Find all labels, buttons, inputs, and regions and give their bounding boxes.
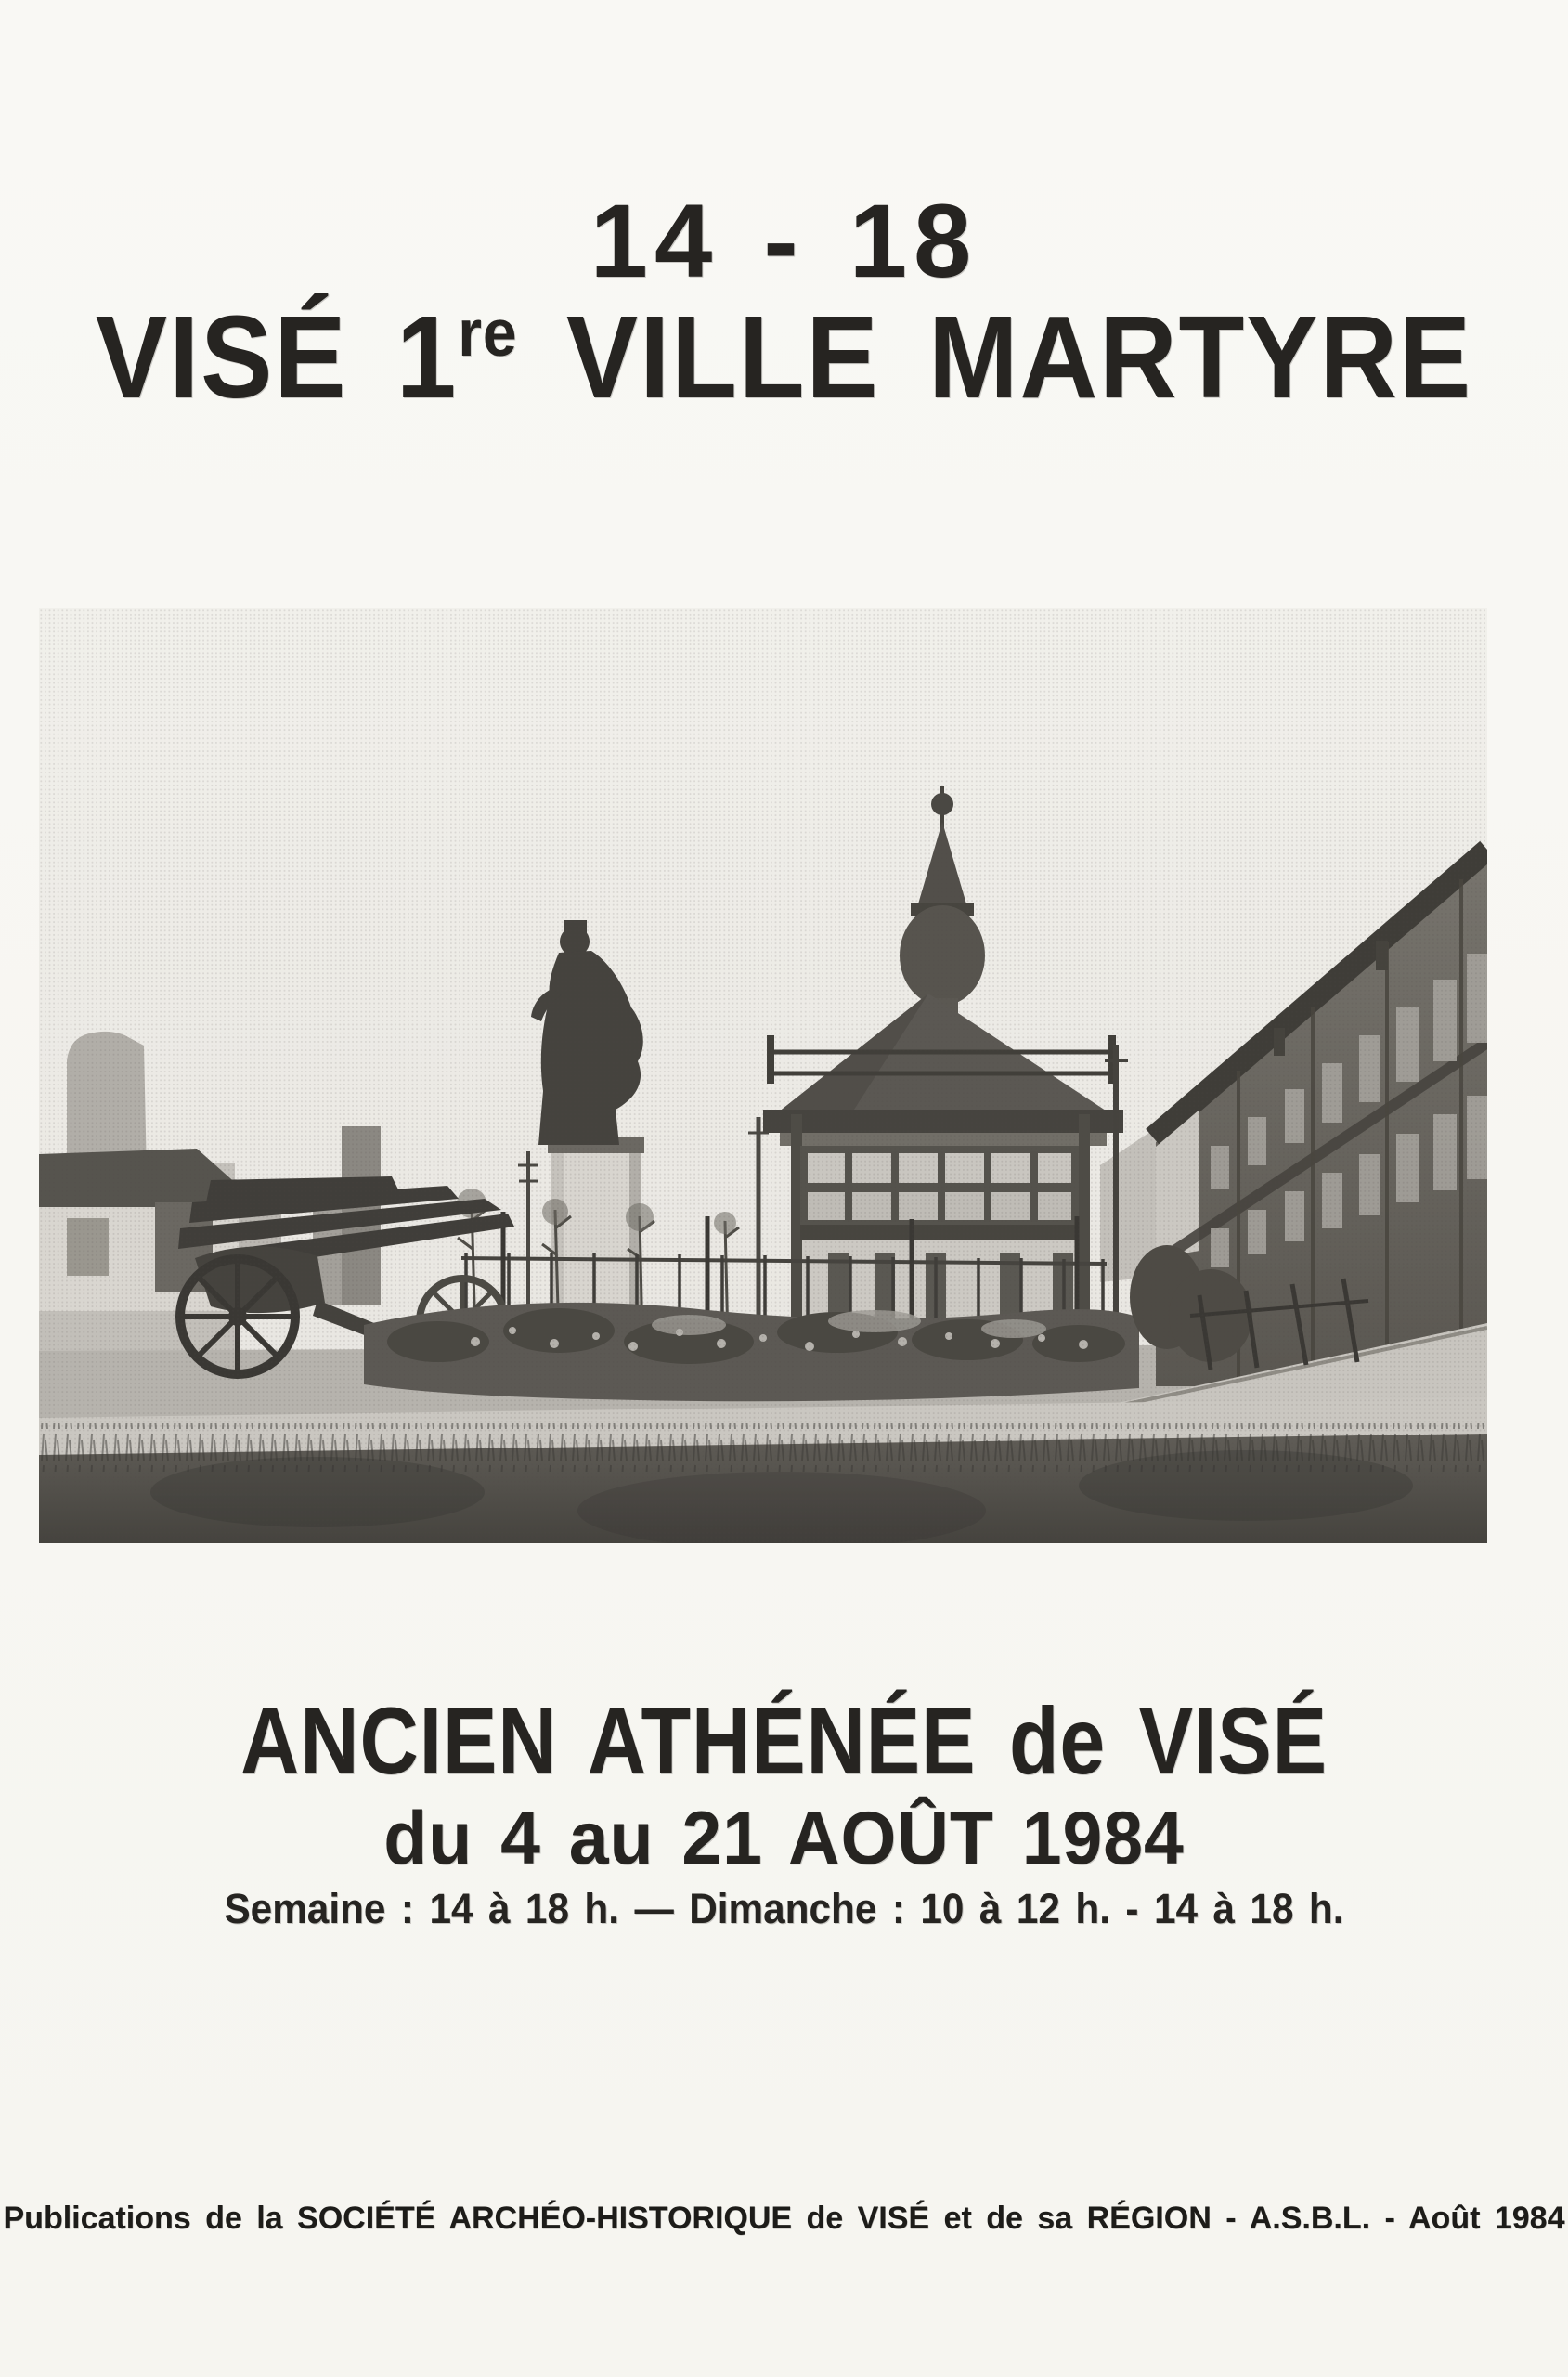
title-line-1: 14 - 18 bbox=[590, 183, 978, 299]
cover-photo-illustration bbox=[39, 608, 1487, 1543]
opening-hours: Semaine : 14 à 18 h. — Dimanche : 10 à 12 h. - 14 à 18 h. bbox=[224, 1885, 1344, 1932]
publisher-line: Publications de la SOCIÉTÉ ARCHÉO-HISTORIQUE de VISÉ et de sa RÉGION - A.S.B.L. - Août 1984 bbox=[3, 2201, 1565, 2236]
title-line-2-prefix: VISÉ 1 bbox=[95, 292, 459, 422]
title-line-2-suffix: VILLE MARTYRE bbox=[517, 292, 1473, 422]
exhibition-venue: ANCIEN ATHÉNÉE de VISÉ bbox=[240, 1688, 1328, 1794]
cover-photo bbox=[39, 608, 1487, 1543]
title-line-2-superscript: re bbox=[458, 296, 518, 371]
halftone-overlay bbox=[39, 608, 1487, 1543]
exhibition-dates: du 4 au 21 AOÛT 1984 bbox=[383, 1797, 1185, 1880]
title-line-2 bbox=[63, 292, 1506, 422]
